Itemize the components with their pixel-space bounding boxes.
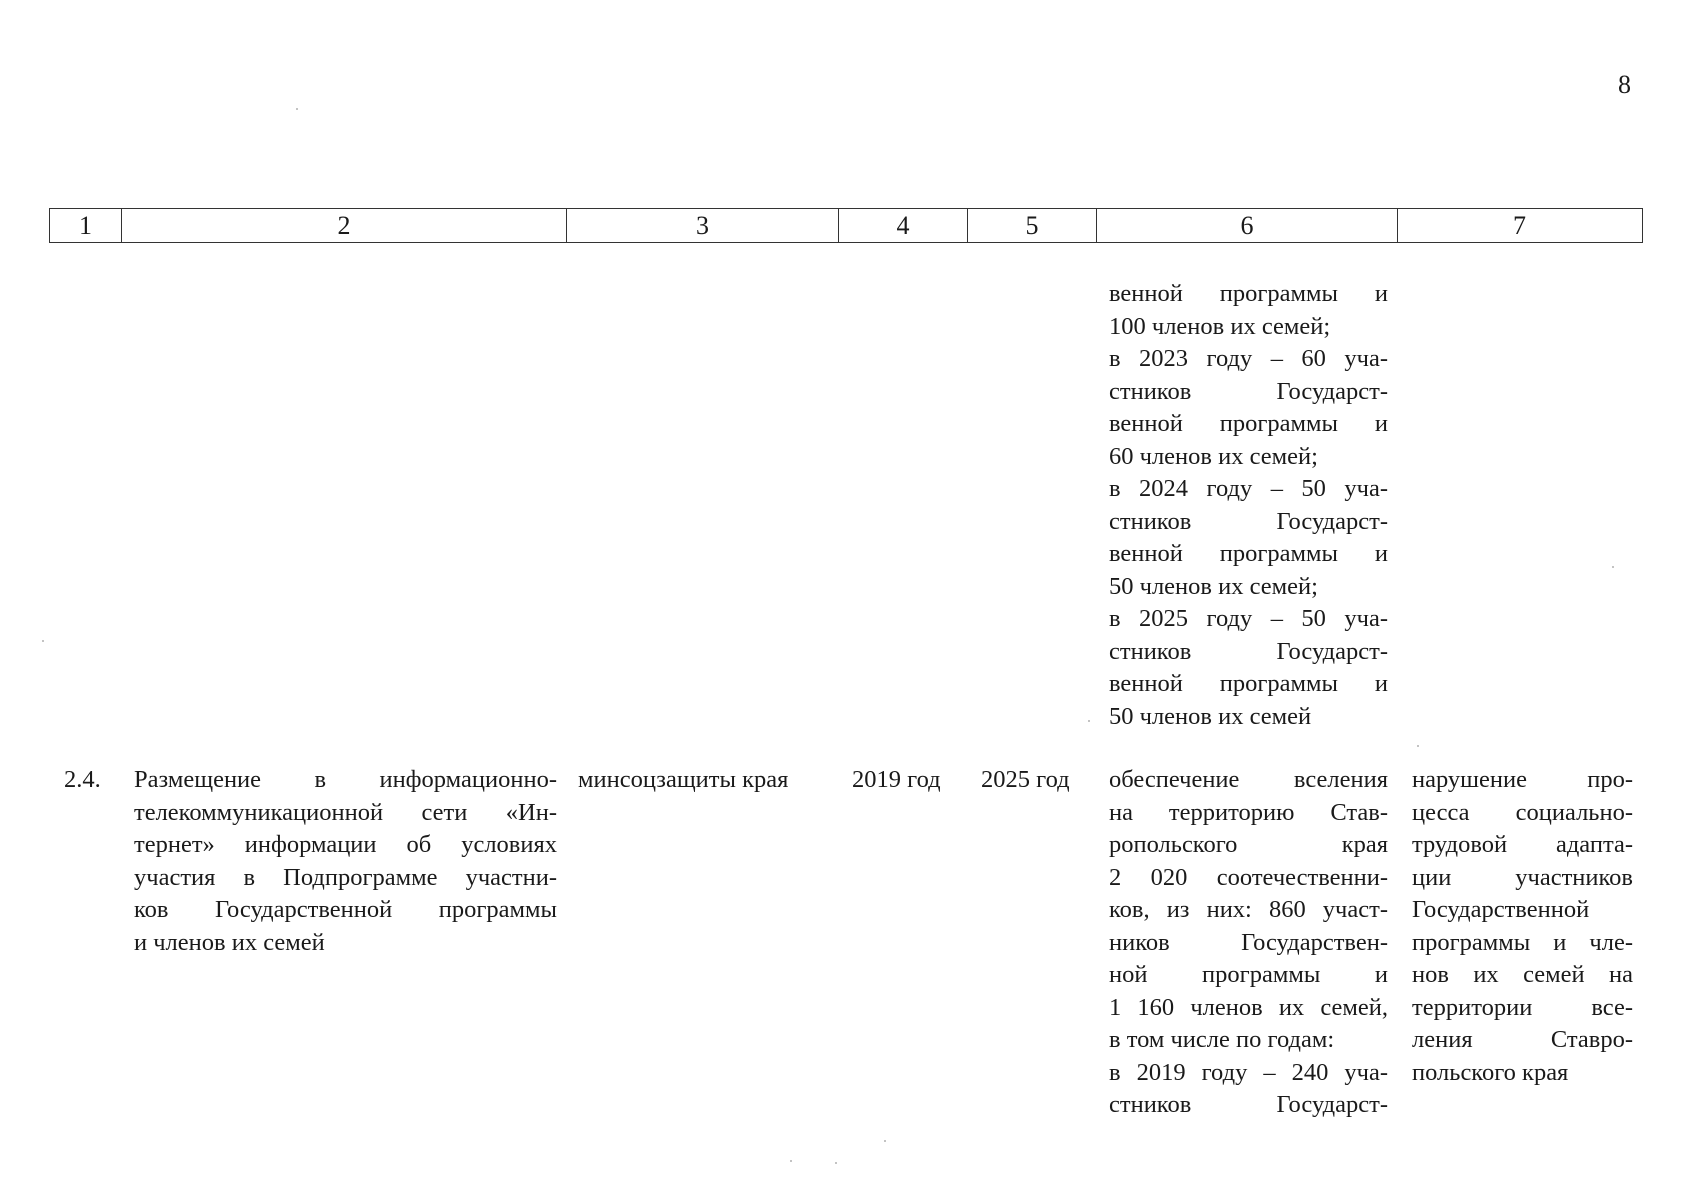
- text-line: стников Государст-: [1109, 637, 1388, 665]
- header-col-6: 6: [1097, 209, 1398, 242]
- text-line: цесса социально-: [1412, 798, 1633, 826]
- text-line: тернет» информации об условиях: [134, 831, 557, 858]
- text-line: участия в Подпрограмме участни-: [134, 863, 557, 891]
- start-year: 2019 год: [852, 766, 941, 793]
- text-line: 100 членов их семей;: [1109, 312, 1331, 340]
- header-col-4: 4: [839, 209, 968, 242]
- scan-speck: [790, 1160, 792, 1162]
- row-number: 2.4.: [64, 766, 101, 793]
- text-line: венной программы и: [1109, 280, 1388, 307]
- header-col-5: 5: [968, 209, 1097, 242]
- text-line: польского края: [1412, 1058, 1569, 1086]
- text-line: ции участников: [1412, 863, 1633, 891]
- header-col-7: 7: [1513, 211, 1526, 240]
- scan-speck: [296, 108, 298, 110]
- text-line: ной программы и: [1109, 961, 1388, 988]
- scan-speck: [1417, 745, 1419, 747]
- scan-speck: [1088, 720, 1090, 722]
- measure-description: [134, 764, 557, 959]
- text-line: Государственной: [1412, 896, 1590, 923]
- header-col-3: 3: [567, 209, 839, 242]
- scan-speck: [42, 640, 44, 642]
- text-line: 50 членов их семей: [1109, 702, 1312, 730]
- page-number: 8: [1618, 70, 1631, 99]
- text-line: ков, из них: 860 участ-: [1109, 896, 1388, 923]
- text-line: стников Государст-: [1109, 377, 1388, 405]
- consequences: [1412, 764, 1633, 1089]
- text-line: в 2025 году – 50 уча-: [1109, 605, 1388, 632]
- text-line: программы и чле-: [1412, 928, 1633, 956]
- text-line: в 2019 году – 240 уча-: [1109, 1058, 1388, 1086]
- text-line: нов их семей на: [1412, 961, 1633, 988]
- text-line: ления Ставро-: [1412, 1026, 1633, 1053]
- text-line: стников Государст-: [1109, 507, 1388, 535]
- text-line: территории все-: [1412, 993, 1633, 1021]
- text-line: ропольского края: [1109, 831, 1388, 858]
- scan-speck: [835, 1162, 837, 1164]
- text-line: в том числе по годам:: [1109, 1026, 1335, 1053]
- text-line: трудовой адапта-: [1412, 831, 1633, 858]
- header-col-2: 2: [122, 209, 567, 242]
- text-line: и членов их семей: [134, 928, 325, 956]
- column-number-header: [49, 208, 1643, 243]
- text-line: венной программы и: [1109, 670, 1388, 697]
- continuation-col6-text: [1109, 278, 1388, 733]
- text-line: 1 160 членов их семей,: [1109, 993, 1388, 1021]
- text-line: 2 020 соотечественни-: [1109, 863, 1388, 891]
- expected-result: [1109, 764, 1388, 1122]
- text-line: Размещение в информационно-: [134, 766, 557, 793]
- text-line: в 2024 году – 50 уча-: [1109, 475, 1388, 502]
- text-line: телекоммуникационной сети «Ин-: [134, 798, 557, 826]
- text-line: на территорию Став-: [1109, 798, 1388, 826]
- text-line: обеспечение вселения: [1109, 766, 1388, 793]
- text-line: стников Государст-: [1109, 1091, 1388, 1118]
- end-year: 2025 год: [981, 766, 1070, 793]
- text-line: в 2023 году – 60 уча-: [1109, 345, 1388, 372]
- scan-speck: [884, 1140, 886, 1142]
- text-line: венной программы и: [1109, 540, 1388, 567]
- text-line: нарушение про-: [1412, 766, 1633, 793]
- text-line: 60 членов их семей;: [1109, 442, 1318, 470]
- executor: минсоцзащиты края: [578, 766, 789, 793]
- header-col-1: 1: [50, 209, 122, 242]
- text-line: 50 членов их семей;: [1109, 572, 1318, 600]
- scan-speck: [1612, 566, 1614, 568]
- text-line: венной программы и: [1109, 410, 1388, 437]
- text-line: ков Государственной программы: [134, 896, 557, 923]
- text-line: ников Государствен-: [1109, 928, 1388, 956]
